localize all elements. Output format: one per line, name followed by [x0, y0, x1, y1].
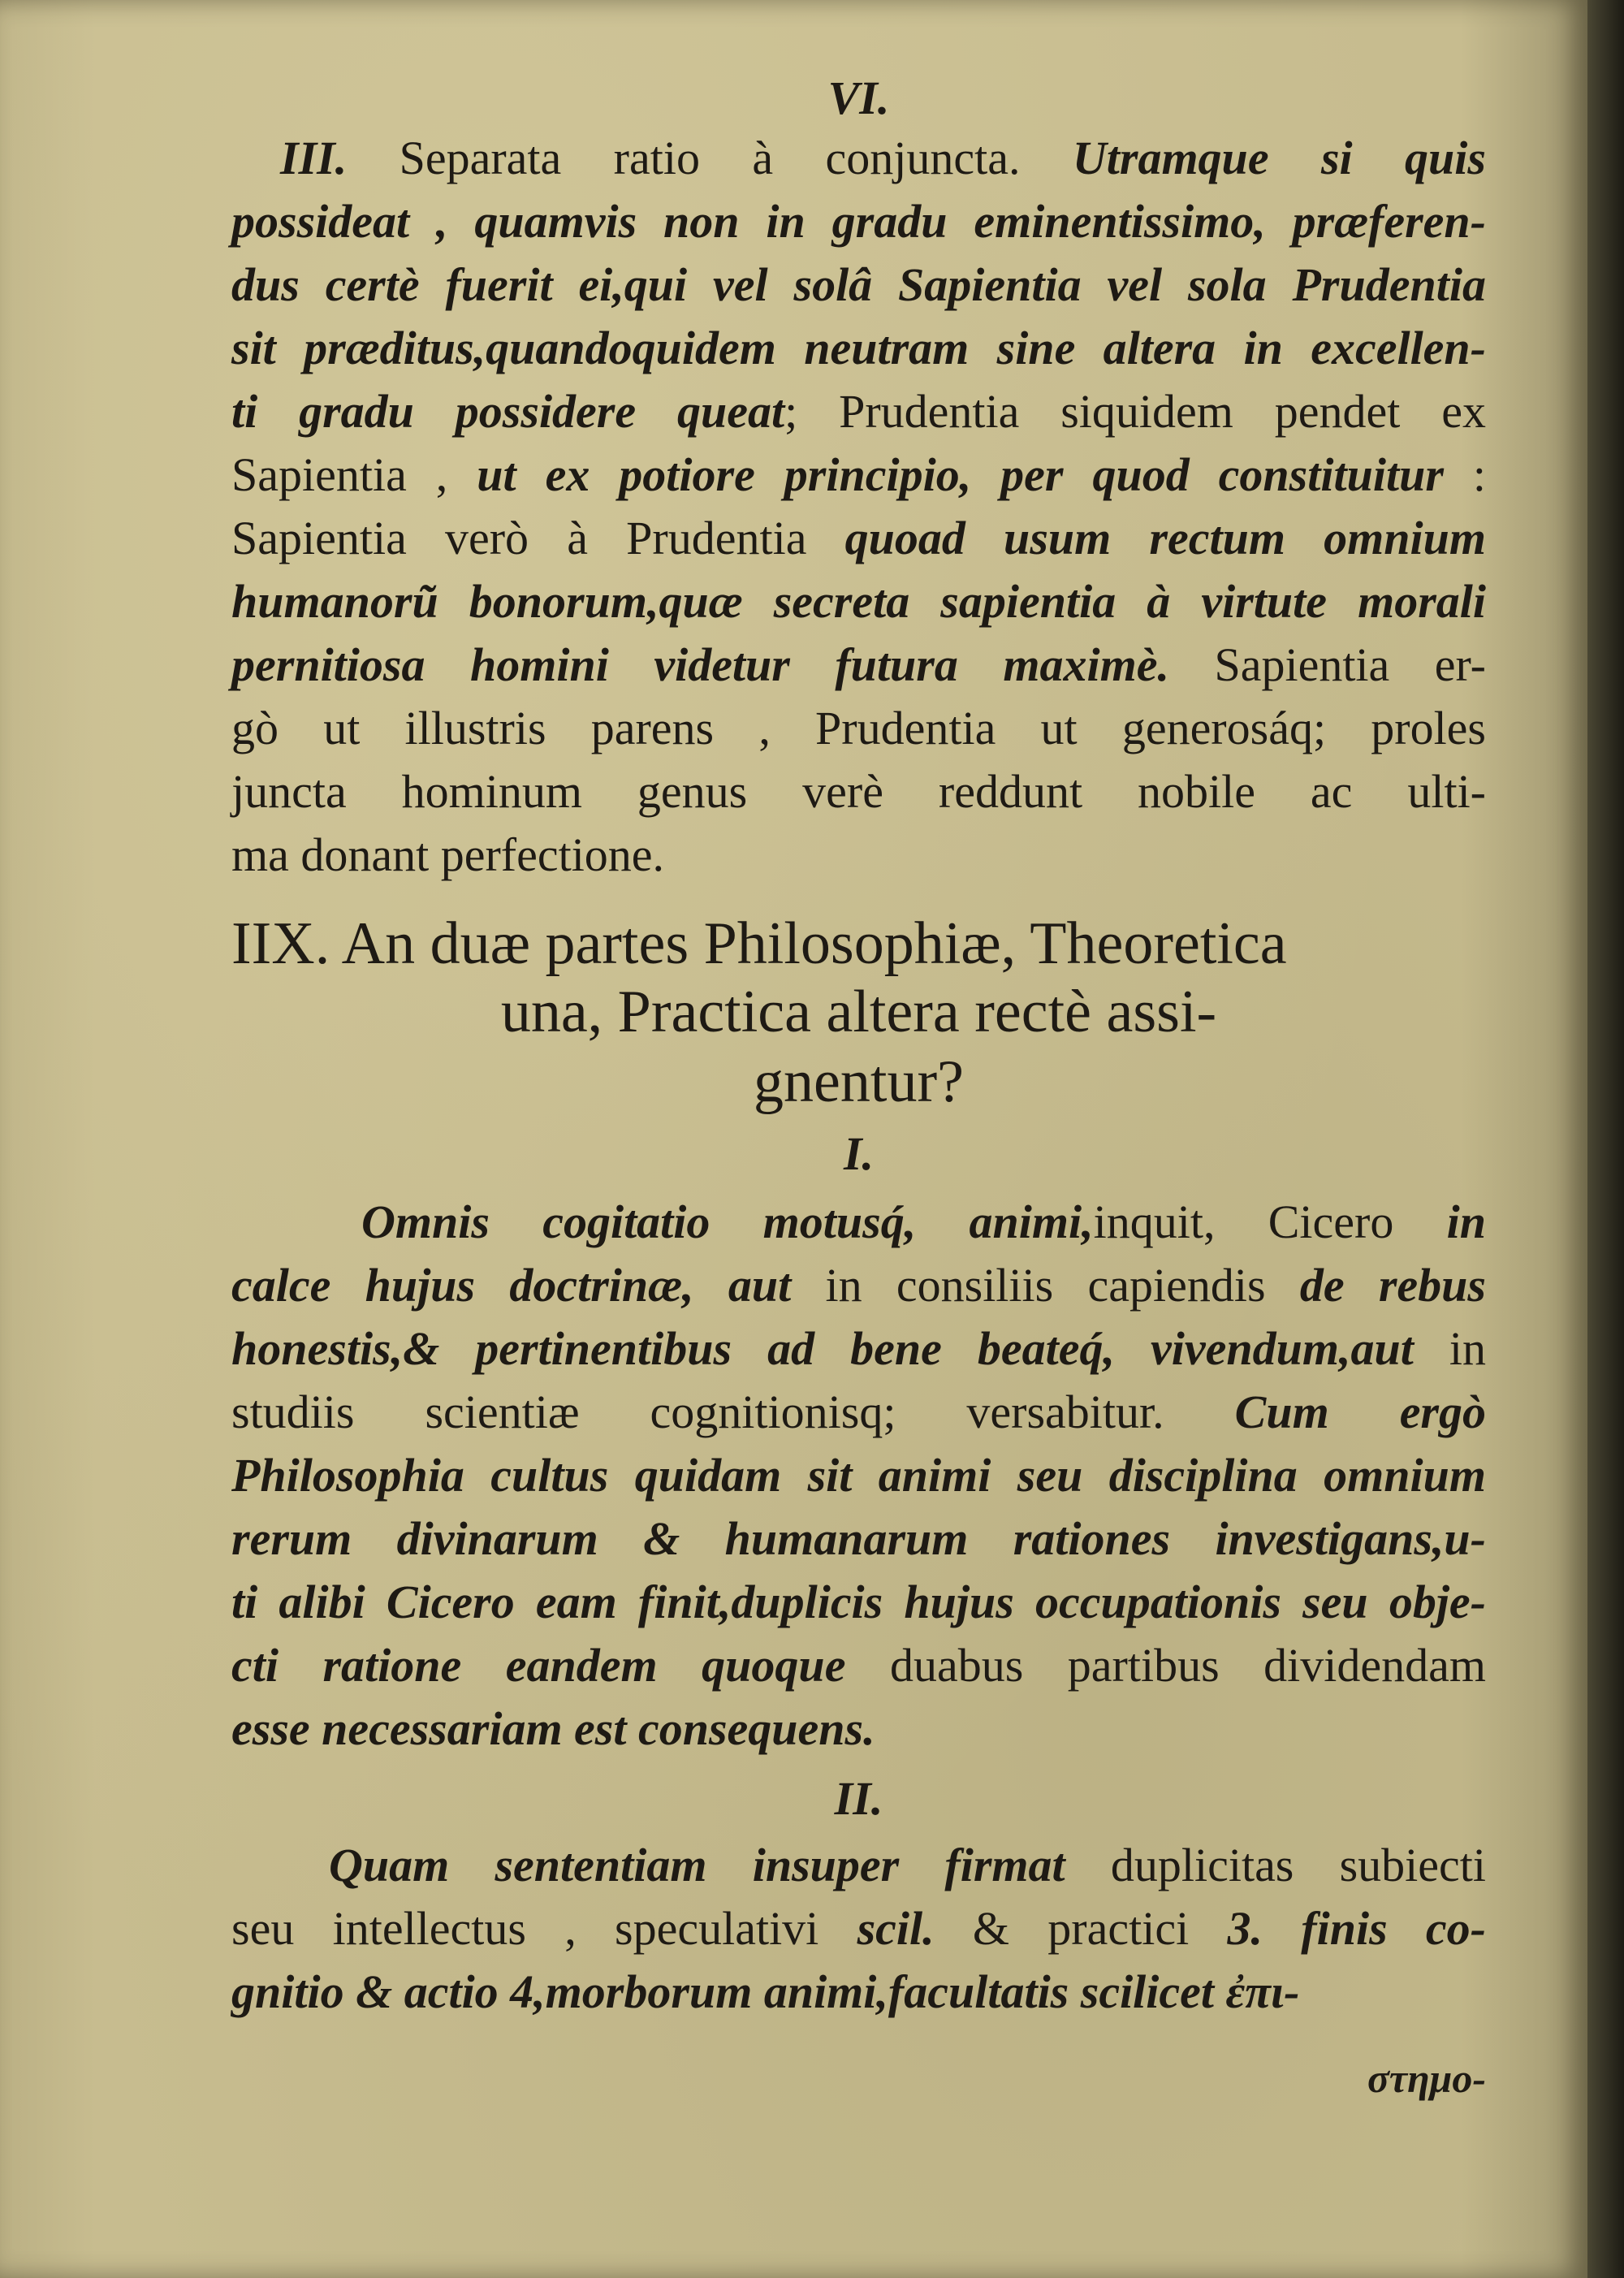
section-I-number: I. — [843, 1127, 875, 1180]
question-heading-line-1: IIX. An duæ partes Philosophiæ, Theoretica — [231, 910, 1287, 977]
italic-text: 3. finis co- — [1227, 1902, 1486, 1955]
text-line — [231, 383, 1486, 440]
text-line — [231, 700, 1486, 757]
text-line — [280, 130, 1486, 187]
roman-text: Sapientia verò à Prudentia — [231, 512, 845, 564]
text-line — [231, 193, 1486, 250]
section-II-number: II. — [834, 1772, 883, 1825]
italic-text: calce hujus doctrinæ, aut — [231, 1259, 792, 1312]
text-line — [231, 763, 1486, 820]
roman-text: studiis scientiæ cognitionisq; versabitur. — [231, 1385, 1235, 1438]
roman-text: Sapientia , — [231, 448, 477, 501]
italic-text: ti gradu possidere queat — [231, 385, 785, 438]
italic-text: humanorũ bonorum,quæ secreta sapientia à virtute morali — [231, 575, 1486, 628]
text-line — [231, 447, 1486, 504]
text-line — [231, 1701, 1486, 1757]
italic-text: Utramque si quis — [1072, 132, 1486, 184]
italic-text: Quam sententiam insuper firmat — [329, 1839, 1065, 1891]
italic-text: ut ex potiore principio, per quod constituitur — [477, 448, 1444, 501]
italic-text: cti ratione eandem quoque — [231, 1639, 846, 1692]
italic-text: pernitiosa homini videtur futura maximè. — [231, 638, 1169, 691]
text-line — [231, 1384, 1486, 1441]
roman-text: inquit, Cicero — [1093, 1195, 1447, 1248]
text-line — [361, 1194, 1486, 1251]
italic-text: gnitio & actio 4,morborum animi,facultatis scilicet ἐπι- — [231, 1965, 1300, 2018]
text-line — [231, 510, 1486, 567]
text-line — [231, 1900, 1486, 1957]
italic-text: Cum ergò — [1234, 1385, 1487, 1438]
roman-text: duabus partibus dividendam — [845, 1639, 1486, 1692]
text-line — [231, 1321, 1486, 1377]
roman-text: gò ut illustris parens , Prudentia ut generosáq; proles — [231, 702, 1486, 754]
roman-text: & practici — [934, 1902, 1228, 1955]
italic-text: possideat , quamvis non in gradu eminentissimo, præferen- — [231, 195, 1486, 248]
italic-text: III. — [280, 132, 348, 184]
roman-text: seu intellectus , speculativi — [231, 1902, 857, 1955]
question-heading-line-3: gnentur? — [754, 1048, 964, 1115]
italic-text: ti alibi Cicero eam finit,duplicis hujus occupationis seu obje- — [231, 1576, 1486, 1628]
italic-text: esse necessariam est consequens. — [231, 1702, 875, 1755]
roman-text: Separata ratio à conjuncta. — [347, 132, 1073, 184]
roman-text: juncta hominum genus verè reddunt nobile ac ulti- — [231, 765, 1486, 818]
italic-text: de rebus — [1299, 1259, 1486, 1312]
italic-text: rerum divinarum & humanarum rationes investigans,u- — [231, 1512, 1486, 1565]
roman-text: in consiliis capiendis — [791, 1259, 1300, 1312]
catchword: στημο- — [1367, 2055, 1486, 2101]
text-line — [231, 1511, 1486, 1567]
text-line — [231, 1637, 1486, 1694]
italic-text: Philosophia cultus quidam sit animi seu disciplina omnium — [231, 1449, 1486, 1502]
roman-text: ; Prudentia siquidem pendet ex — [784, 385, 1486, 438]
italic-text: Omnis cogitatio motusq́, animi, — [361, 1195, 1094, 1248]
roman-text: Sapientia er- — [1168, 638, 1486, 691]
roman-text: : — [1443, 448, 1486, 501]
text-line — [231, 827, 1486, 884]
text-line — [231, 257, 1486, 313]
question-heading-line-2: una, Practica altera rectè assi- — [500, 979, 1217, 1045]
page-binding-edge — [1587, 0, 1624, 2278]
text-line — [231, 1257, 1486, 1314]
roman-text: ma donant perfectione. — [231, 828, 665, 881]
italic-text: quoad usum rectum omnium — [844, 512, 1487, 564]
text-line — [231, 637, 1486, 694]
italic-text: scil. — [857, 1902, 935, 1955]
page-number: VI. — [827, 71, 890, 124]
text-line — [231, 1574, 1486, 1631]
text-line — [231, 573, 1486, 630]
italic-text: dus certè fuerit ei,qui vel solâ Sapientia vel sola Prudentia — [231, 258, 1486, 311]
text-line — [231, 1964, 1486, 2021]
text-line — [231, 1447, 1486, 1504]
italic-text: sit præditus,quandoquidem neutram sine altera in excellen- — [231, 322, 1486, 374]
italic-text: honestis,& pertinentibus ad bene beateq́, vivendum,aut — [231, 1322, 1414, 1375]
roman-text: in — [1413, 1322, 1486, 1375]
text-line — [231, 320, 1486, 377]
text-line — [329, 1837, 1486, 1894]
roman-text: duplicitas subiecti — [1065, 1839, 1486, 1891]
italic-text: in — [1446, 1195, 1486, 1248]
